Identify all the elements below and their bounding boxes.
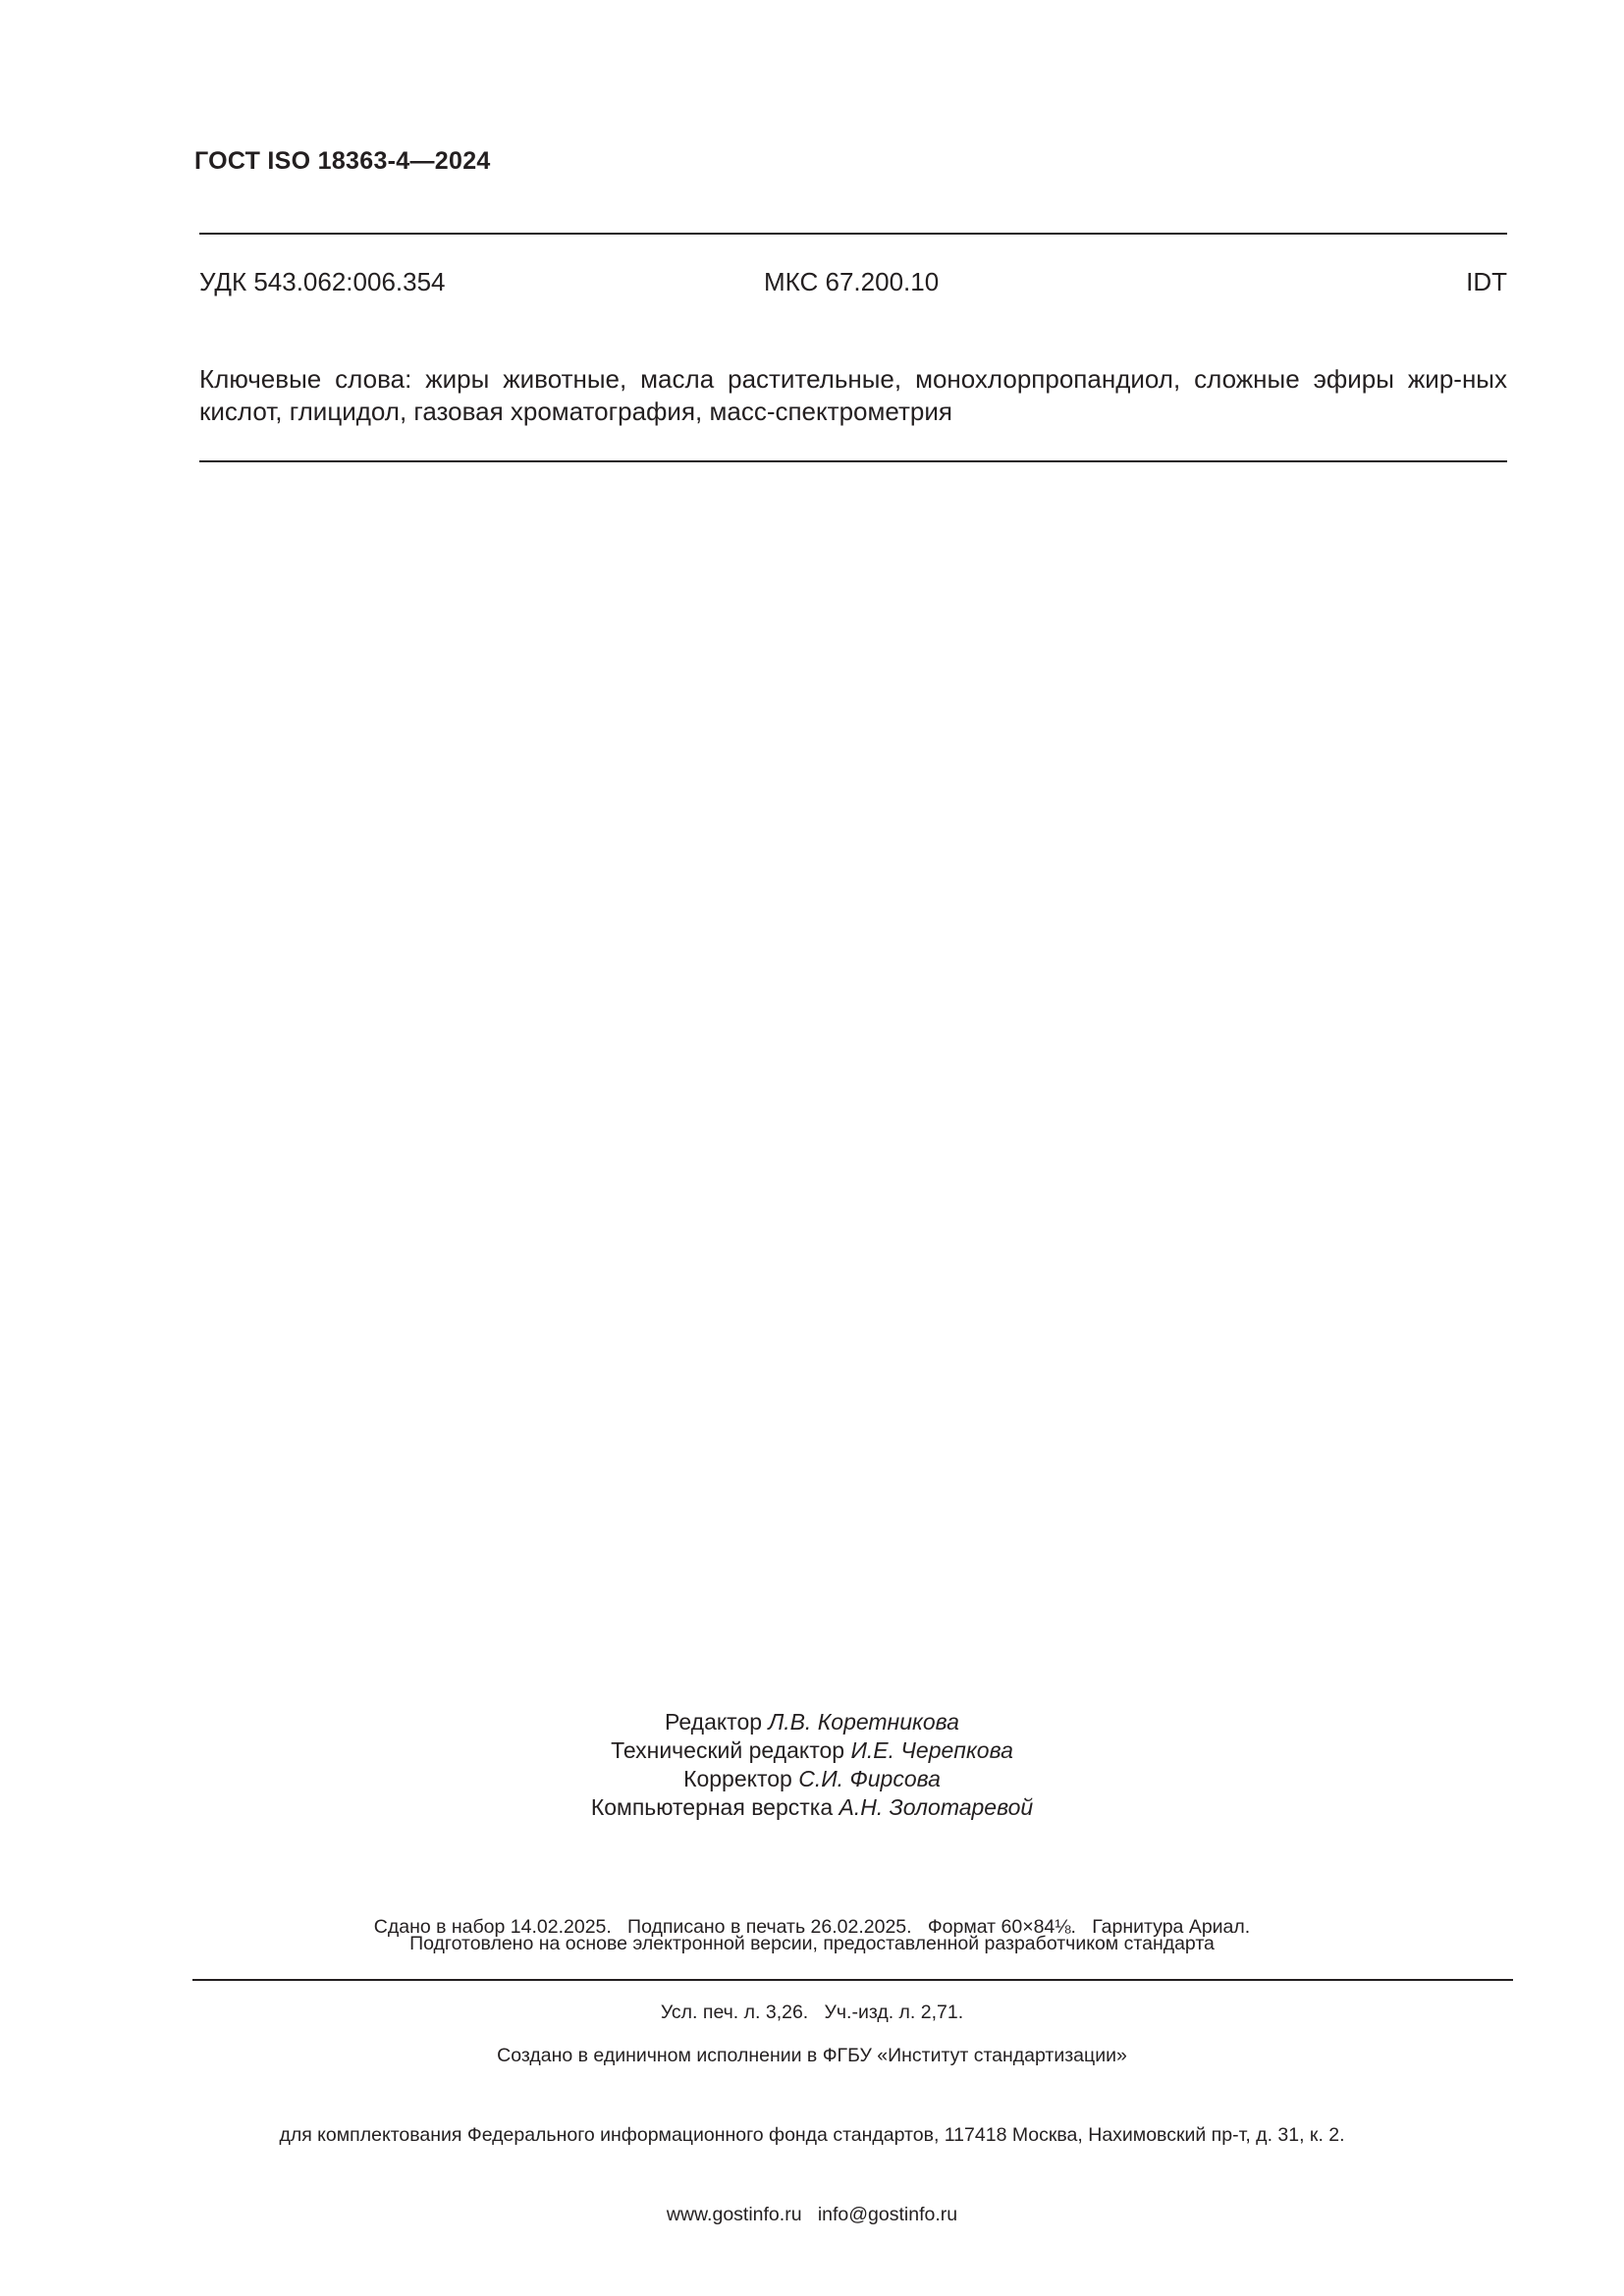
imprint-line: для комплектования Федерального информационного фонда стандартов, 117418 Москва, Нахимовский пр-т, д. 31, к. 2. bbox=[279, 2124, 1345, 2146]
imprint-contacts bbox=[0, 2202, 1624, 2228]
credit-technical-editor bbox=[0, 1736, 1624, 1765]
email-link[interactable]: info@gostinfo.ru bbox=[817, 2204, 958, 2225]
top-divider bbox=[199, 233, 1507, 235]
prepared-note: Подготовлено на основе электронной версии, предоставленной разработчиком стандарта bbox=[409, 1933, 1215, 1954]
website-link[interactable]: www.gostinfo.ru bbox=[666, 2204, 802, 2225]
credits-block bbox=[0, 1708, 1624, 1822]
credit-name: А.Н. Золотаревой bbox=[839, 1794, 1034, 1820]
mks-code: МКС 67.200.10 bbox=[764, 267, 940, 296]
credit-role: Компьютерная верстка bbox=[590, 1794, 834, 1820]
keywords-divider bbox=[199, 460, 1507, 462]
print-info-line: Сдано в набор 14.02.2025. Подписано в печать 26.02.2025. Формат 60×84⅛. Гарнитура Ариал. bbox=[373, 1916, 1251, 1938]
credit-role: Корректор bbox=[683, 1766, 792, 1791]
imprint-block bbox=[0, 1990, 1624, 2255]
credit-role: Технический редактор bbox=[611, 1737, 845, 1763]
credit-layout bbox=[0, 1793, 1624, 1822]
udk-code: УДК 543.062:006.354 bbox=[199, 267, 446, 296]
classification-row bbox=[199, 267, 1507, 300]
credit-name: Л.В. Коретникова bbox=[768, 1709, 959, 1735]
credit-proofreader bbox=[0, 1765, 1624, 1793]
print-info-line: Усл. печ. л. 3,26. Уч.-изд. л. 2,71. bbox=[660, 2002, 964, 2023]
standard-title: ГОСТ ISO 18363-4—2024 bbox=[194, 147, 491, 175]
credit-role: Редактор bbox=[665, 1709, 763, 1735]
credit-name: С.И. Фирсова bbox=[798, 1766, 941, 1791]
credit-editor bbox=[0, 1708, 1624, 1736]
imprint-divider bbox=[192, 1979, 1513, 1981]
imprint-line: Создано в единичном исполнении в ФГБУ «Институт стандартизации» bbox=[497, 2045, 1127, 2066]
idt-label: IDT bbox=[1466, 267, 1507, 296]
credit-name: И.Е. Черепкова bbox=[850, 1737, 1013, 1763]
keywords-paragraph: Ключевые слова: жиры животные, масла растительные, монохлорпропандиол, сложные эфиры жир-ных кислот, глицидол, газовая хроматография, масс-спектрометрия bbox=[199, 364, 1507, 426]
